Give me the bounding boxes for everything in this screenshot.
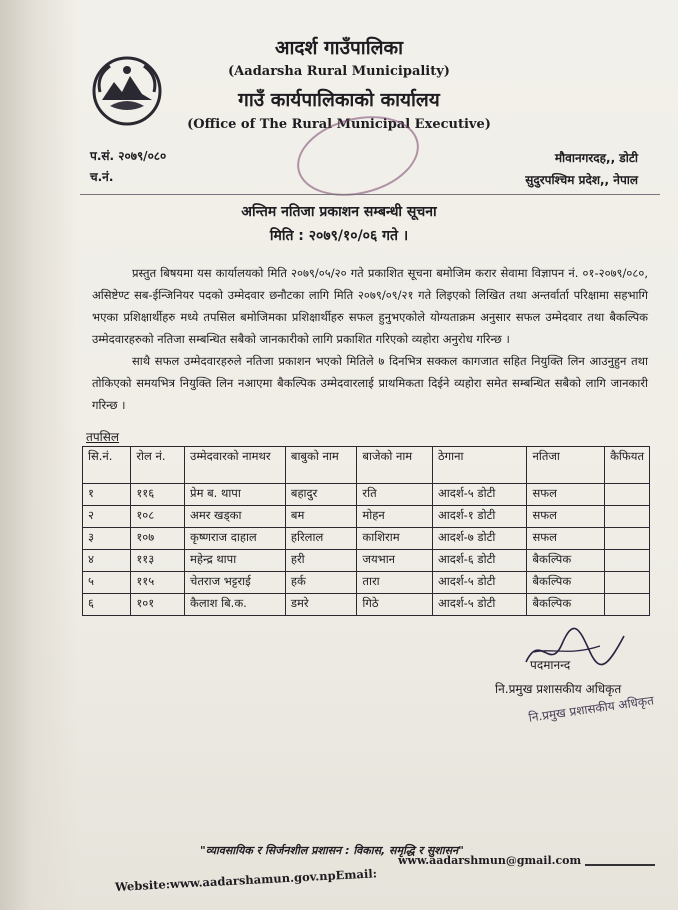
cell-remarks: [605, 484, 650, 506]
signatory-title: नि.प्रमुख प्रशासकीय अधिकृत: [495, 682, 622, 696]
col-result: नतिजा: [527, 447, 605, 484]
cell-grandfather: तारा: [357, 572, 433, 594]
footer-motto: "व्यावसायिक र सिर्जनशील प्रशासन : विकास, समृद्धि र सुशासन": [200, 844, 464, 857]
cell-address: आदर्श-५ डोटी: [432, 572, 527, 594]
office-name-en: (Office of The Rural Municipal Executive): [187, 117, 491, 132]
cell-father: बहादुर: [285, 484, 357, 506]
cell-grandfather: गिठे: [357, 594, 433, 616]
table-row: [83, 484, 650, 506]
cell-father: हर्क: [285, 572, 357, 594]
cell-serial: ४: [83, 550, 131, 572]
cell-address: आदर्श-५ डोटी: [432, 484, 527, 506]
cell-address: आदर्श-६ डोटी: [432, 550, 527, 572]
signatory-name: पदमानन्द: [530, 658, 571, 672]
cell-roll: ११५: [131, 572, 185, 594]
cell-roll: ११६: [131, 484, 185, 506]
table-row: [83, 572, 650, 594]
header-divider: [80, 194, 660, 195]
results-table: [82, 446, 650, 616]
notice-date: मिति : २०७९/१०/०६ गते ।: [269, 228, 409, 244]
cell-candidate: अमर खड्का: [185, 506, 286, 528]
cell-grandfather: जयभान: [357, 550, 433, 572]
municipality-name-np: आदर्श गाउँपालिका: [274, 37, 404, 59]
cell-serial: ५: [83, 572, 131, 594]
cell-father: हरिलाल: [285, 528, 357, 550]
notice-paragraph-1: प्रस्तुत बिषयमा यस कार्यालयको मिति २०७९/०५/२० गते प्रकाशित सूचना बमोजिम करार सेवामा विज्ञापन नं. ०१-२०७९/०८०, असिष्टेण्ट सब-ईन्जिनियर पदको उम्मेदवार छनौटका लागि मिति २०७९/०९/२१ गते लिइएको लिखित तथा अन्तर्वार्ता परिक्षामा सहभागि भएका प्रशिक्षार्थीहरु मध्ये तपसिल बमोजिमका प्रशिक्षार्थीहरु सफल हुनुभएकोले योग्यताक्रम अनुसार सफल उम्मेदवार तथा बैकल्पिक उम्मेदवारहरुको नतिजा सम्बन्धित सबैको जानकारीको लागि प्रकाशित गरिएको व्यहोरा अनुरोध गरिन्छ ।: [92, 266, 648, 346]
footer-website: Website:www.aadarshamun.gov.npEmail:: [114, 866, 378, 894]
cell-serial: १: [83, 484, 131, 506]
cell-remarks: [605, 528, 650, 550]
cell-address: आदर्श-१ डोटी: [432, 506, 527, 528]
page-edge-shadow: [0, 0, 78, 910]
notice-paragraph-2: साथै सफल उम्मेदवारहरुले नतिजा प्रकाशन भएको मितिले ७ दिनभित्र सक्कल कागजात सहित नियुक्ति लिन आउनुहुन तथा तोकिएको समयभित्र नियुक्ति लिन नआएमा बैकल्पिक उम्मेदवारलाई प्राथमिकता दिईने व्यहोरा समेत सम्बन्धित सबैको लागि जानकारी गरिन्छ ।: [92, 354, 648, 412]
cell-grandfather: मोहन: [357, 506, 433, 528]
col-address: ठेगाना: [432, 447, 527, 484]
footer-divider: [585, 864, 655, 866]
col-candidate: उम्मेदवारको नामथर: [185, 447, 286, 484]
table-row: [83, 550, 650, 572]
cell-address: आदर्श-७ डोटी: [432, 528, 527, 550]
col-remarks: कैफियत: [605, 447, 650, 484]
cell-candidate: महेन्द्र थापा: [185, 550, 286, 572]
cell-result: सफल: [527, 528, 605, 550]
col-father: बाबुको नाम: [285, 447, 357, 484]
footer-email: www.aadarshmun@gmail.com: [398, 854, 582, 867]
table-header-row: [83, 447, 650, 484]
cell-roll: १०८: [131, 506, 185, 528]
cell-address: आदर्श-५ डोटी: [432, 594, 527, 616]
cell-grandfather: रति: [357, 484, 433, 506]
cell-result: बैकल्पिक: [527, 594, 605, 616]
table-row: [83, 528, 650, 550]
cell-serial: ६: [83, 594, 131, 616]
cell-remarks: [605, 506, 650, 528]
address-line-1: मौवानगरदह,, डोटी: [554, 151, 638, 165]
cell-result: सफल: [527, 484, 605, 506]
cell-remarks: [605, 550, 650, 572]
table-row: [83, 594, 650, 616]
cell-father: डमरे: [285, 594, 357, 616]
col-grandfather: बाजेको नाम: [357, 447, 433, 484]
cell-result: बैकल्पिक: [527, 550, 605, 572]
cell-father: हरी: [285, 550, 357, 572]
cell-serial: २: [83, 506, 131, 528]
reference-number: प.सं. २०७९/०८०: [90, 149, 167, 163]
signature-scribble: [520, 622, 630, 682]
cell-result: बैकल्पिक: [527, 572, 605, 594]
cell-result: सफल: [527, 506, 605, 528]
signatory-stamp: नि.प्रमुख प्रशासकीय अधिकृत: [527, 693, 655, 725]
cell-roll: ११३: [131, 550, 185, 572]
table-row: [83, 506, 650, 528]
address-line-2: सुदुरपश्चिम प्रदेश,, नेपाल: [525, 173, 638, 187]
col-roll: रोल नं.: [131, 447, 185, 484]
cell-candidate: प्रेम ब. थापा: [185, 484, 286, 506]
cell-father: बम: [285, 506, 357, 528]
table-caption: तपसिल: [86, 430, 120, 444]
dispatch-number: च.नं.: [90, 170, 114, 184]
cell-candidate: कैलाश बि.क.: [185, 594, 286, 616]
municipality-name-en: (Aadarsha Rural Municipality): [228, 64, 450, 79]
cell-candidate: कृष्णराज दाहाल: [185, 528, 286, 550]
cell-remarks: [605, 572, 650, 594]
cell-remarks: [605, 594, 650, 616]
cell-roll: १०१: [131, 594, 185, 616]
office-name-np: गाउँ कार्यपालिकाको कार्यालय: [238, 89, 440, 111]
cell-roll: १०७: [131, 528, 185, 550]
notice-subject: अन्तिम नतिजा प्रकाशन सम्बन्धी सूचना: [241, 204, 437, 220]
col-serial: सि.नं.: [83, 447, 131, 484]
cell-serial: ३: [83, 528, 131, 550]
cell-candidate: चेतराज भट्टराई: [185, 572, 286, 594]
cell-grandfather: काशिराम: [357, 528, 433, 550]
